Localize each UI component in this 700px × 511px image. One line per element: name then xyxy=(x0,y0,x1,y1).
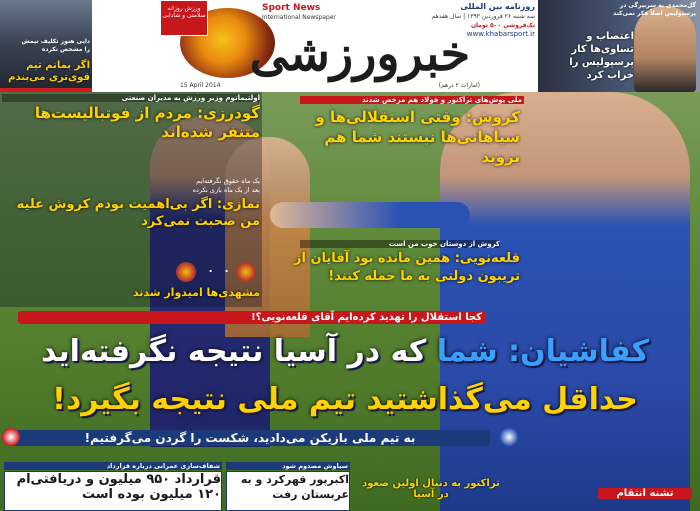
international-label: International Newspaper xyxy=(262,14,336,21)
mini-ad-text: ورزش روزانه سلامتی و شادابی xyxy=(162,5,206,19)
emirates-price: (امارات ۲ درهم) xyxy=(438,82,480,89)
corner-left-caption: دایی هنوز تکلیف تیمش را مشخص نکرده xyxy=(21,38,90,53)
club-logo-icon xyxy=(500,428,518,446)
box1-headline[interactable]: قرارداد ۹۵۰ میلیون و دریافتی‌ام ۱۲۰ میلیون بوده است xyxy=(4,471,222,511)
tagline: روزنامه بین المللی xyxy=(460,2,535,11)
website-link[interactable]: www.khabarsport.ir xyxy=(466,30,535,38)
main-headline-line-1[interactable] xyxy=(0,330,690,374)
club-badge-icon xyxy=(236,262,256,282)
price: تک‌فروشی ۵۰۰ تومان xyxy=(470,22,535,29)
box3-headline[interactable]: تراکتور به دنبال اولین صعود در آسیا xyxy=(362,478,500,500)
main-headline-line-1-rest: که در آسیا نتیجه نگرفته‌اید xyxy=(41,334,437,369)
corner-left-teaser[interactable] xyxy=(0,0,92,92)
left-headline-3[interactable]: مشهدی‌ها امیدوار شدند xyxy=(132,286,260,299)
corner-right-headline: اعتصاب و تساوی‌ها کار پرسپولیس را خراب کرد xyxy=(569,31,634,81)
middle-headline-2[interactable]: قلعه‌نویی: همین مانده بود آقایان از تریبون دولتی به ما حمله کنند! xyxy=(293,251,520,284)
left-headline[interactable]: گودرزی: مردم از فوتبالیست‌ها متنفر شده‌اند xyxy=(34,104,260,141)
main-subheadline: به تیم ملی بازیکن می‌دادید، شکست را گردن می‌گرفتیم! xyxy=(10,430,490,446)
middle-kicker-2: کروش از دوستان خوب من است xyxy=(300,240,500,248)
newspaper-logo: خبرورزشی xyxy=(249,26,471,82)
main-headline-line-2[interactable]: حداقل می‌گذاشتید تیم ملی نتیجه بگیرد! xyxy=(52,382,638,417)
dateline: سه شنبه ۲۶ فروردین ۱۳۹۳ | سال هفدهم xyxy=(431,13,535,20)
corner-right-caption: گل‌محمدی به سربیرگی در پرسپولیس اصلاً فکر نمی‌کند xyxy=(613,2,696,17)
box1-kicker: شفاف‌سازی عمرانی درباره قرارداد xyxy=(4,462,222,470)
left-sub: یک ماه حقوق نگرفته‌ایم xyxy=(196,177,260,185)
golmohammadi-photo xyxy=(634,6,696,92)
club-badge-icon xyxy=(176,262,196,282)
club-logo-icon xyxy=(2,428,20,446)
corner-left-quote: اگر بمانم تیم قوی‌تری می‌بندم xyxy=(8,60,90,83)
main-kicker: کجا استقلال را تهدید کرده‌ایم آقای قلعه‌نویی؟! xyxy=(18,311,486,324)
score-right: ۰ xyxy=(223,264,230,277)
corner-right-teaser[interactable] xyxy=(538,0,700,92)
box2-kicker: سیاوش مصدوم شود xyxy=(226,462,350,470)
coach-arm xyxy=(270,202,470,228)
left-kicker: اولتیماتوم وزیر ورزش به مدیران صنعتی xyxy=(2,94,260,102)
middle-headline[interactable]: کروش: وقتی استقلالی‌ها و سپاهانی‌ها نیستند شما هم بروید xyxy=(315,108,520,166)
middle-kicker: ملی پوش‌های تراکتور و فولاد هم مرخص شدند xyxy=(300,96,524,104)
box2-headline[interactable]: اکبرپور قهرکرد و به عربستان رفت xyxy=(226,471,350,511)
english-date: 15 April 2014 xyxy=(180,82,221,89)
sport-news-label: Sport News xyxy=(262,3,321,13)
left-kicker-2: بعد از یک ماه بازی نکرده xyxy=(192,186,260,194)
left-headline-2[interactable]: نمازی: اگر بی‌اهمیت بودم کروش علیه من صحبت نمی‌کرد xyxy=(16,197,260,229)
main-headline-highlight: کفاشیان: شما xyxy=(436,334,649,369)
score-left: ۰ xyxy=(207,264,214,277)
score-strip xyxy=(2,262,260,284)
box4-headline[interactable]: تشنه انتقام xyxy=(598,488,692,499)
